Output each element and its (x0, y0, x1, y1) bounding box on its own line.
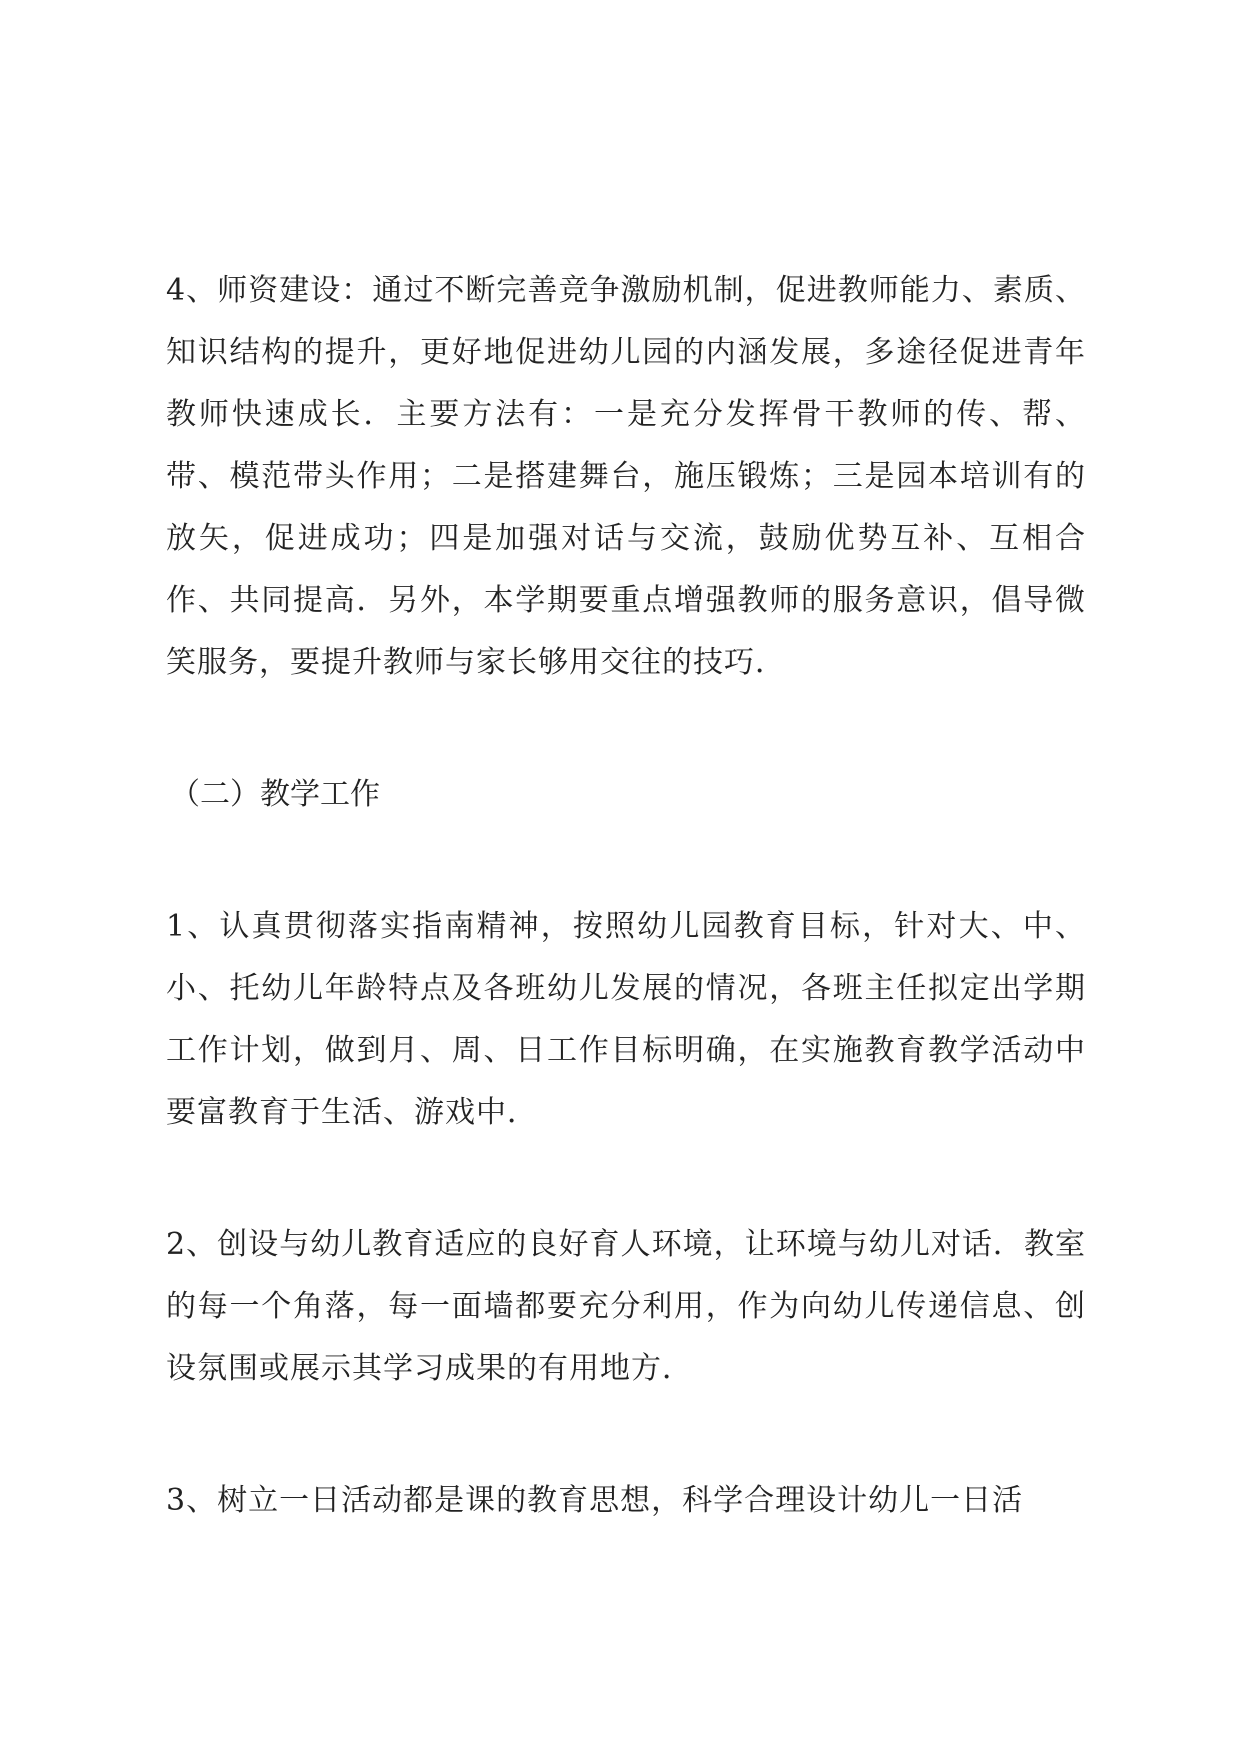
paragraph-gap (166, 694, 1086, 764)
section-heading-teaching: （二）教学工作 (170, 777, 380, 812)
paragraph-guideline: 1、认真贯彻落实指南精神，按照幼儿园教育目标，针对大、中、小、托幼儿年龄特点及各班幼儿发展的情况，各班主任拟定出学期工作计划，做到月、周、日工作目标明确，在实施教育教学活动中要富教育于生活、游戏中． (166, 909, 1086, 1130)
document-page (166, 260, 1086, 1532)
paragraph-gap (166, 1400, 1086, 1470)
paragraph-gap (166, 826, 1086, 896)
paragraph-daily-activity: 3、树立一日活动都是课的教育思想，科学合理设计幼儿一日活 (166, 1483, 1024, 1518)
paragraph-gap (166, 1144, 1086, 1214)
paragraph-teacher-building: 4、师资建设：通过不断完善竞争激励机制，促进教师能力、素质、知识结构的提升，更好地促进幼儿园的内涵发展，多途径促进青年教师快速成长．主要方法有：一是充分发挥骨干教师的传、帮、带、模范带头作用；二是搭建舞台，施压锻炼；三是园本培训有的放矢，促进成功；四是加强对话与交流，鼓励优势互补、互相合作、共同提高．另外，本学期要重点增强教师的服务意识，倡导微笑服务，要提升教师与家长够用交往的技巧． (166, 273, 1086, 680)
paragraph-environment: 2、创设与幼儿教育适应的良好育人环境，让环境与幼儿对话．教室的每一个角落，每一面墙都要充分利用，作为向幼儿传递信息、创设氛围或展示其学习成果的有用地方． (166, 1227, 1086, 1386)
